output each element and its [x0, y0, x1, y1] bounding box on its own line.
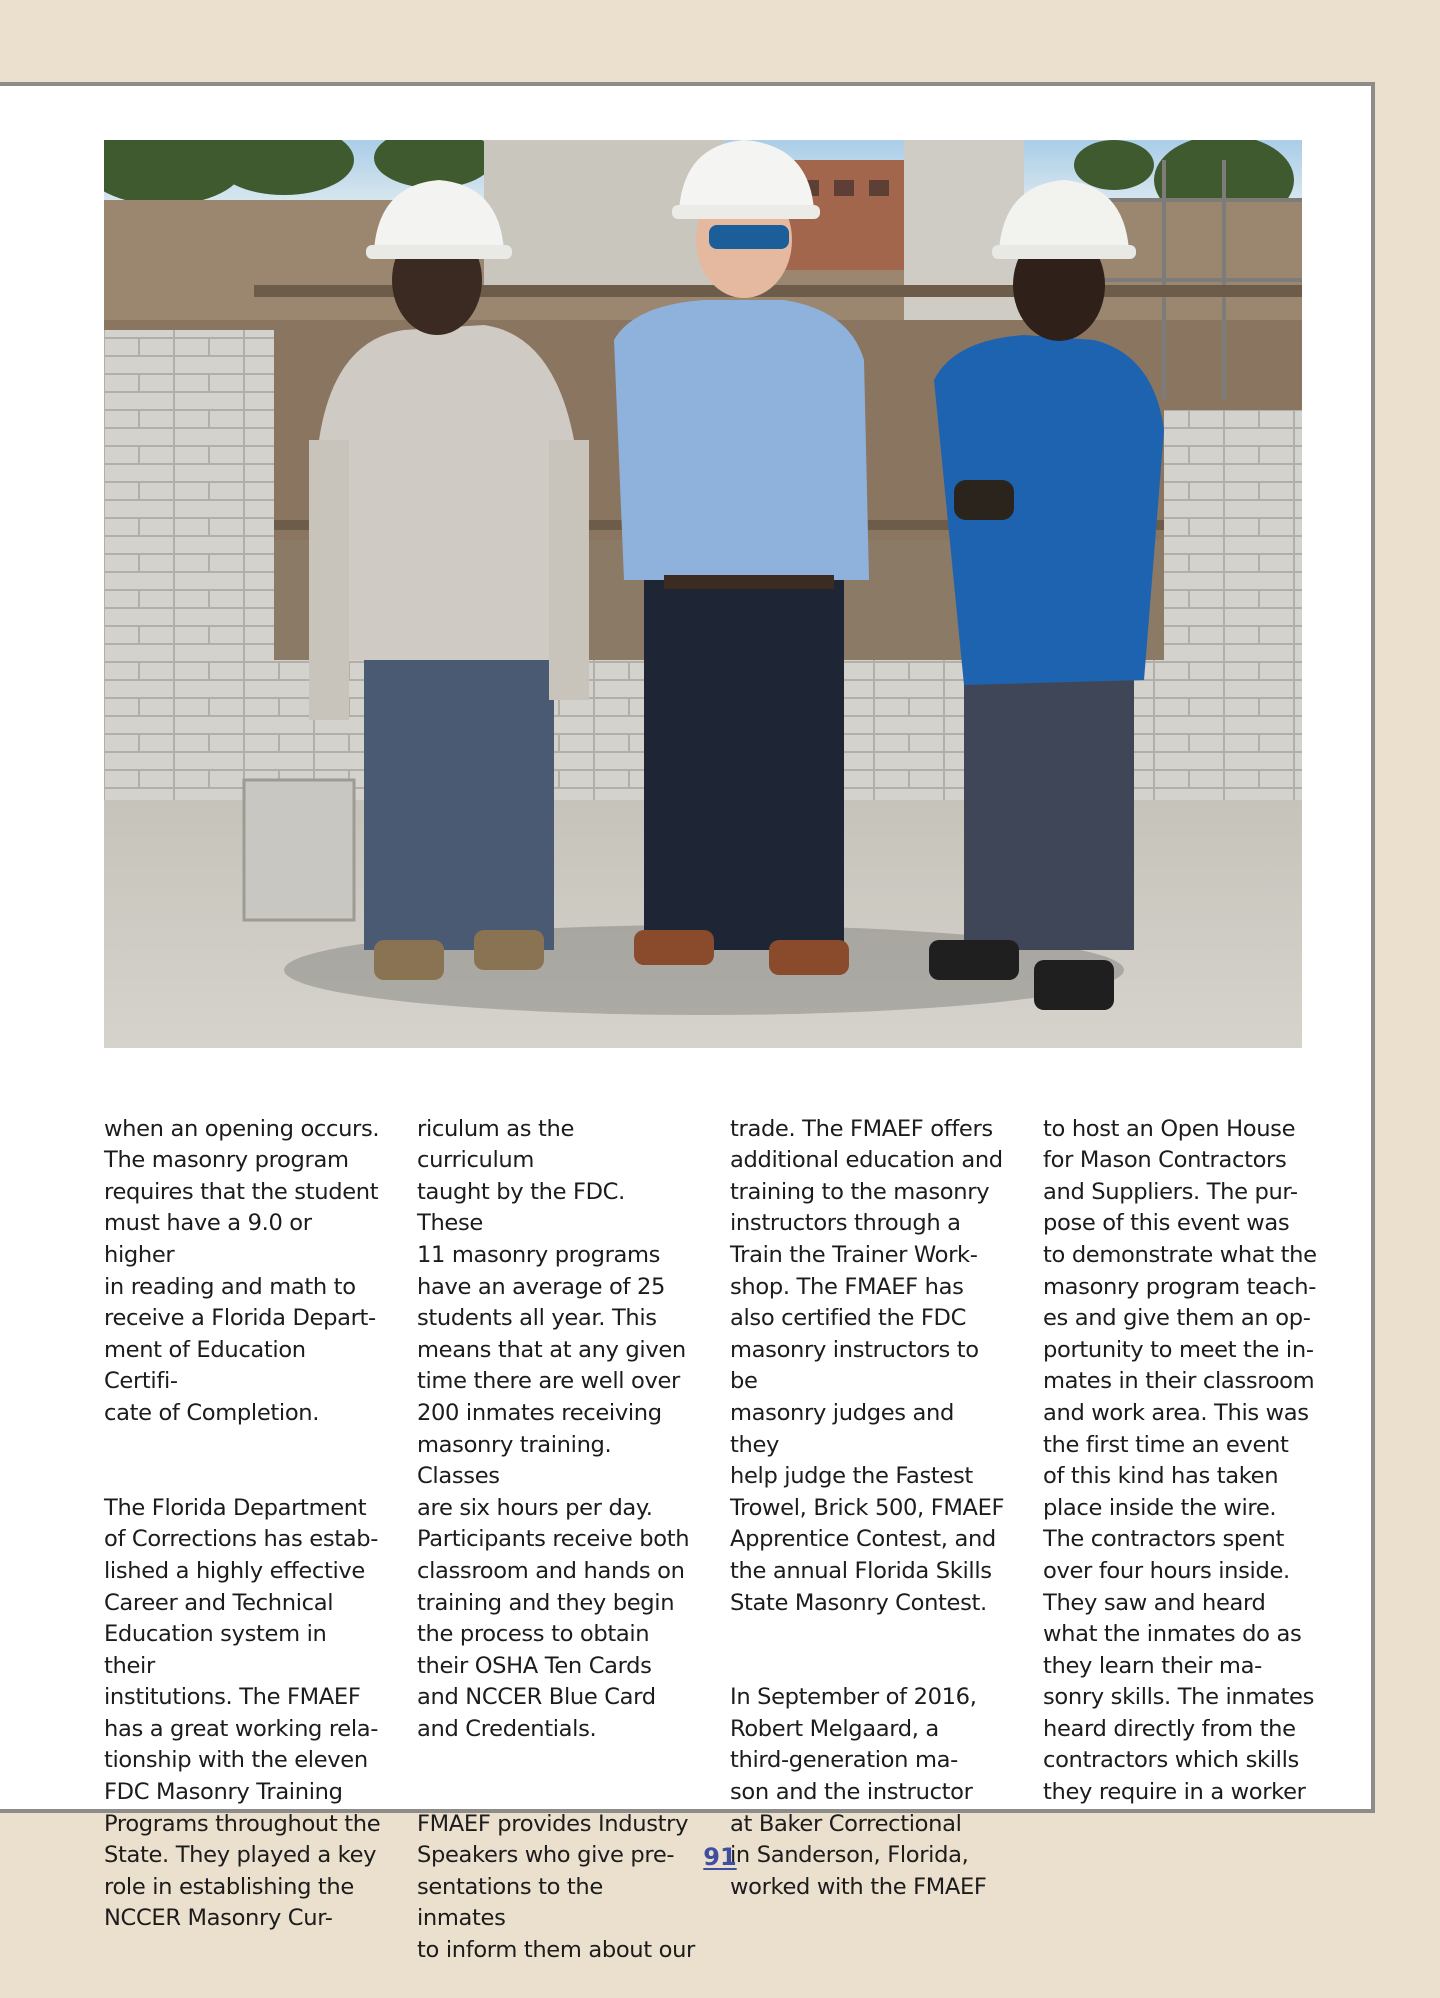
text-column-4	[1043, 1082, 1322, 1806]
paragraph: riculum as the curriculum taught by the FDC. These 11 masonry programs have an average of 25 students all year. This means that at any given time there are well over 200 inmates receiving masonry training. Classes are six hours per day. Participants receive both classroom and hands on training and they begin the process to obtain their OSHA Ten Cards and NCCER Blue Card and Credentials.	[417, 1115, 690, 1742]
page-number[interactable]: 91	[703, 1843, 737, 1871]
photo-three-men-construction-site	[104, 140, 1302, 1048]
text-column-1	[104, 1082, 383, 1932]
text-column-3	[730, 1082, 1009, 1900]
text-column-2	[417, 1082, 696, 1964]
paragraph: to host an Open House for Mason Contractors and Suppliers. The pur- pose of this event was to demonstrate what the masonry program teach- es and give them an op- portunity to meet the in- mates in their classroom and work area. This was the first time an event of this kind has taken place inside the wire. The contractors spent over four hours inside. They saw and heard what the inmates do as they learn their ma- sonry skills. The inmates heard directly from the contractors which skills they require in a worker	[1043, 1115, 1317, 1806]
paragraph: FMAEF provides Industry Speakers who give pre- sentations to the inmates to inform them about our	[417, 1810, 695, 1964]
paragraph: when an opening occurs. The masonry program requires that the student must have a 9.0 or higher in reading and math to receive a Florida Depart- ment of Education Certifi- cate of Completion.	[104, 1115, 380, 1426]
paragraph: trade. The FMAEF offers additional education and training to the masonry instructors through a Train the Trainer Work- shop. The FMAEF has also certified the FDC masonry instructors to be masonry judges and they help judge the Fastest Trowel, Brick 500, FMAEF Apprentice Contest, and the annual Florida Skills State Masonry Contest.	[730, 1115, 1005, 1616]
paragraph: The Florida Department of Corrections has estab- lished a highly effective Career and Technical Education system in their institutions. The FMAEF has a great working rela- tionship with the eleven FDC Masonry Training Programs throughout the State. They played a key role in establishing the NCCER Masonry Cur-	[104, 1494, 381, 1932]
paragraph: In September of 2016, Robert Melgaard, a third-generation ma- son and the instructor at Baker Correctional in Sanderson, Florida, worked with the FMAEF	[730, 1684, 987, 1900]
